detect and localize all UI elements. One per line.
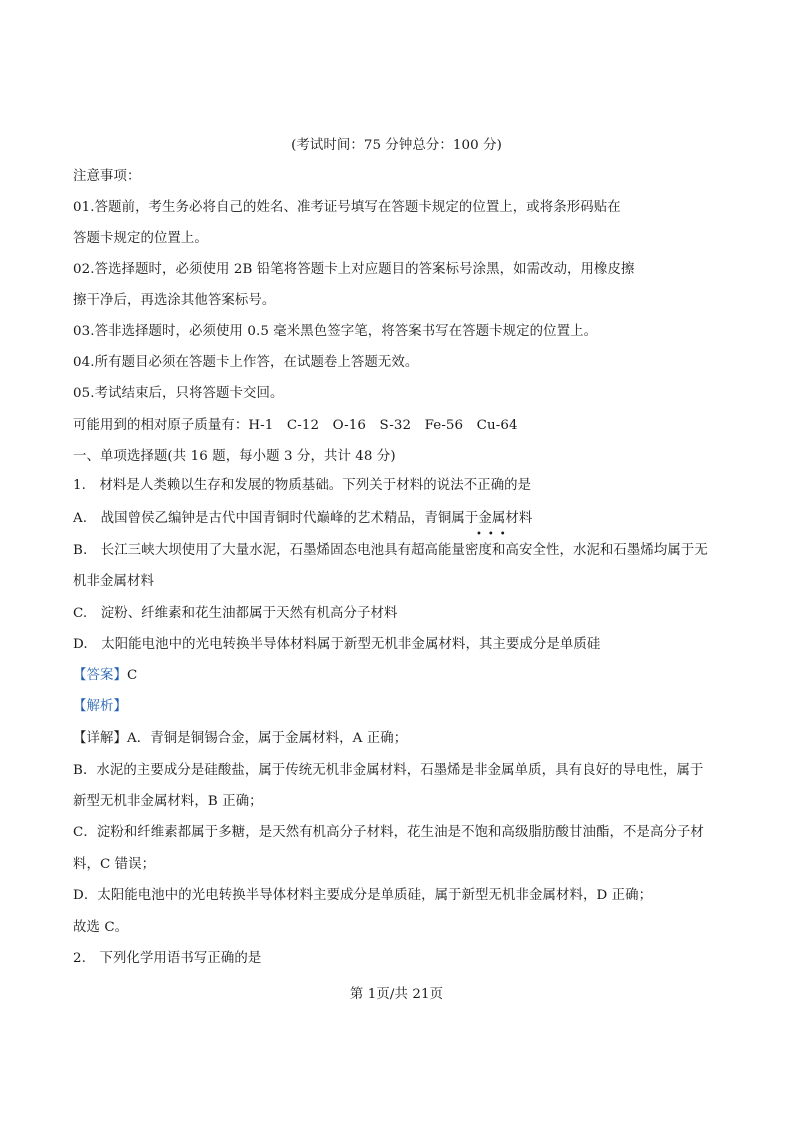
atomic-masses: 可能用到的相对原子质量有：H-1 C-12 O-16 S-32 Fe-56 Cu-64 — [73, 418, 518, 433]
notice-item-2-line-1: 02.答选择题时，必须使用 2B 铅笔将答题卡上对应题目的答案标号涂黑，如需改动，用橡皮擦 — [73, 262, 635, 277]
answer-label: 【答案】 — [73, 668, 127, 683]
question-1-stem: 1. 材料是人类赖以生存和发展的物质基础。下列关于材料的说法不正确的是 — [73, 478, 532, 493]
analysis-label: 【解析】 — [73, 699, 127, 714]
section-title: 一、单项选择题(共 16 题，每小题 3 分，共计 48 分) — [73, 449, 396, 464]
answer-line — [73, 666, 137, 686]
detail-a: A．青铜是铜锡合金，属于金属材料，A 正确； — [126, 731, 408, 746]
notice-item-2-line-2: 擦干净后，再选涂其他答案标号。 — [73, 293, 276, 308]
exam-info: (考试时间：75 分钟总分：100 分) — [291, 138, 502, 153]
detail-b-line-2: 新型无机非金属材料，B 正确； — [73, 794, 263, 809]
conclusion: 故选 C。 — [73, 920, 129, 935]
notice-title: 注意事项： — [73, 169, 141, 184]
notice-item-3: 03.答非选择题时，必须使用 0.5 毫米黑色签字笔，将答案书写在答题卡规定的位置上。 — [73, 324, 598, 339]
notice-item-4: 04.所有题目必须在答题卡上作答，在试题卷上答题无效。 — [73, 355, 419, 370]
page-number: 第 1页/共 21页 — [349, 987, 444, 1002]
notice-item-1-line-2: 答题卡规定的位置上。 — [73, 231, 208, 246]
detail-c-line-2: 料，C 错误； — [73, 857, 156, 872]
notice-item-5: 05.考试结束后，只将答题卡交回。 — [73, 386, 284, 401]
notice-item-1-line-1: 01.答题前，考生务必将自己的姓名、准考证号填写在答题卡规定的位置上，或将条形码贴在 — [73, 200, 621, 215]
question-1-option-b-line-1: B. 长江三峡大坝使用了大量水泥，石墨烯固态电池具有超高能量密度和高安全性，水泥和石墨烯均属于无 — [73, 543, 708, 558]
answer-value: C — [126, 668, 138, 683]
question-1-option-c: C. 淀粉、纤维素和花生油都属于天然有机高分子材料 — [73, 606, 398, 621]
detail-b-line-1: B．水泥的主要成分是硅酸盐，属于传统无机非金属材料，石墨烯是非金属单质，具有良好的导电性，属于 — [73, 763, 704, 778]
detail-label: 【详解】 — [73, 731, 127, 746]
detail-c-line-1: C．淀粉和纤维素都属于多糖，是天然有机高分子材料，花生油是不饱和高级脂肪酸甘油酯，不是高分子材 — [73, 825, 704, 840]
analysis-line — [73, 697, 127, 717]
question-2-stem: 2. 下列化学用语书写正确的是 — [73, 951, 262, 966]
detail-line-a — [73, 729, 407, 749]
detail-d: D．太阳能电池中的光电转换半导体材料主要成分是单质硅，属于新型无机非金属材料，D 正确； — [73, 888, 653, 903]
question-1-option-a: A. 战国曾侯乙编钟是古代中国青铜时代巅峰的艺术精品，青铜属于金属材料 — [73, 511, 533, 526]
emphasis-dots: ••• — [476, 529, 512, 540]
question-1-option-b-line-2: 机非金属材料 — [73, 574, 154, 589]
question-1-option-d: D. 太阳能电池中的光电转换半导体材料属于新型无机非金属材料，其主要成分是单质硅 — [73, 637, 601, 652]
